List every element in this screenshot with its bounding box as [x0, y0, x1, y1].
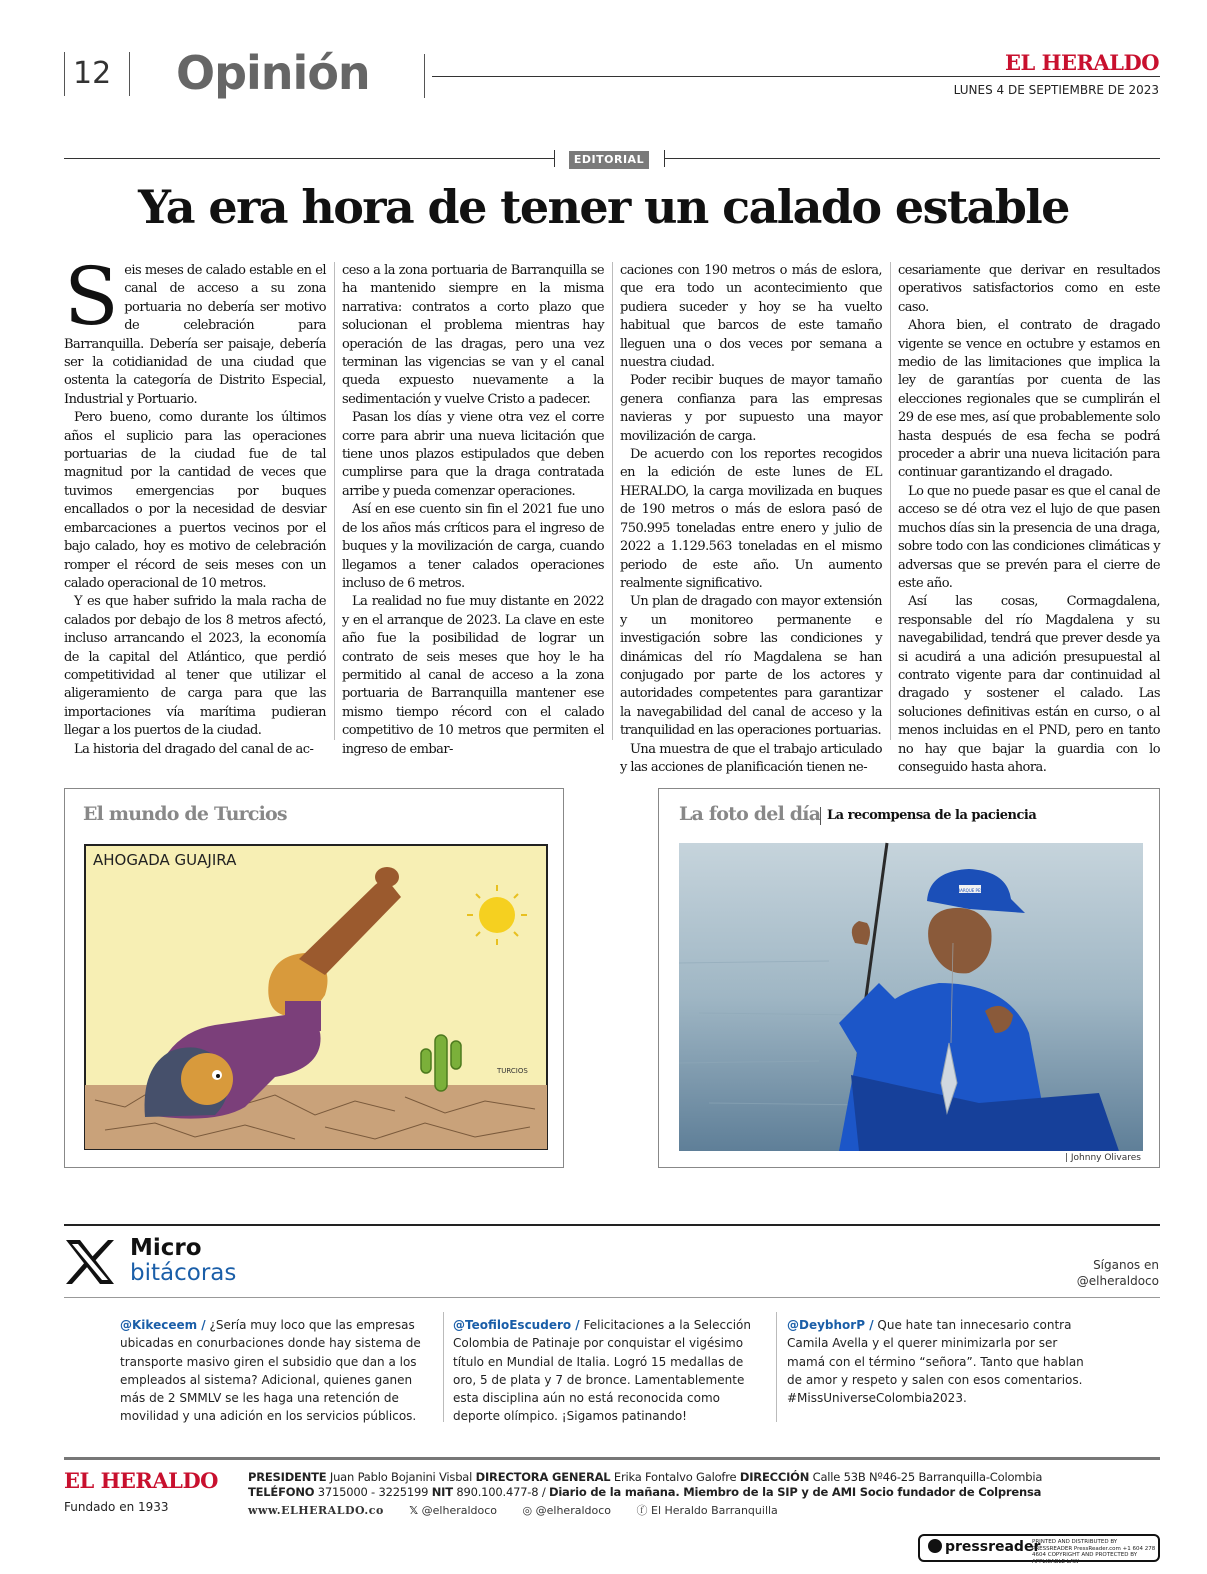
credit-value: Juan Pablo Bojanini Visbal — [326, 1470, 476, 1484]
drop-cap: S — [64, 250, 119, 343]
facebook-handle: El Heraldo Barranquilla — [651, 1504, 778, 1517]
facebook-icon: ⓕ — [636, 1504, 648, 1517]
column-divider — [612, 262, 613, 740]
editorial-column-4 — [898, 262, 1160, 775]
credit-label: Diario de la mañana. Miembro de la SIP y de AMI Socio fundador de Colprensa — [548, 1485, 1042, 1499]
photo-credit: | Johnny Olivares — [1064, 1153, 1141, 1163]
editorial-rule-right — [664, 158, 1160, 159]
editorial-column-1 — [64, 250, 326, 757]
micro-divider — [64, 1297, 1160, 1298]
section-title: Opinión — [176, 46, 370, 100]
instagram-icon: ◎ — [522, 1504, 533, 1517]
tweet-text: Que hate tan innecesario contra Camila Avella y el querer minimizarla por ser mamá con el término “señora”. Tanto que hablan de amor y respeto y salen con esos comentarios. #MissUniverseColombia2023. — [787, 1318, 1084, 1406]
editorial-tick-left — [554, 150, 555, 167]
paragraph: ceso a la zona portuaria de Barranquilla se ha mantenido siempre en la misma narrativa: contratos a corto plazo que solucionan el problema mientras hay operación de las dragas, pero una vez terminan las vigencias se van y el canal queda expuesto nuevamente a la sedimentación y vuelve Cristo a padecer. — [342, 263, 604, 407]
header-rule — [432, 76, 1160, 77]
paragraph: La historia del dragado del canal de ac- — [74, 741, 314, 757]
cartoon-signature: TURCIOS — [497, 1067, 528, 1075]
cap-text: EMBARQUE PESCA — [951, 888, 989, 893]
paragraph: La realidad no fue muy distante en 2022 y en el arranque de 2023. La clave en este año fue la posibilidad de lograr un contrato de seis meses que hoy le ha permitido al canal de acceso a la zona portuaria de Barranquilla mantener ese mismo tiempo récord con el calado competitivo de 10 metros que permiten el ingreso de embar- — [342, 594, 604, 757]
paragraph: Y es que haber sufrido la mala racha de calados por debajo de los 8 metros afectó, incluso arrancando el 2023, la economía de la capital del Atlántico, que perdió competitividad al tener que utilizar el aligeramiento de carga para que las importaciones vía marítima pudieran llegar a los puertos de la ciudad. — [64, 594, 326, 739]
x-icon: 𝕏 — [409, 1504, 419, 1517]
tweet-divider — [776, 1312, 777, 1422]
tweet-text: Felicitaciones a la Selección Colombia de Patinaje por conquistar el vigésimo título en Mundial de Italia. Logró 15 medallas de oro, 5 de plata y 7 de bronce. Lamentablemente esta disciplina aún no está reconocida como deporte olímpico. ¡Sigamos patinando! — [453, 1318, 751, 1424]
page-number — [64, 52, 130, 96]
footer-rule — [64, 1457, 1160, 1460]
credit-label: DIRECTORA GENERAL — [475, 1470, 611, 1484]
editorial-column-2 — [342, 262, 604, 757]
follow-handle[interactable]: @elheraldoco — [1076, 1274, 1159, 1288]
micro-title-line1: Micro — [130, 1235, 202, 1261]
header-divider — [424, 54, 425, 98]
masthead-logo[interactable]: EL HERALDO — [1005, 50, 1159, 75]
credit-label: TELÉFONO — [248, 1485, 315, 1499]
credit-value: Erika Fontalvo Galofre — [610, 1470, 740, 1484]
paragraph: Lo que no puede pasar es que el canal de acceso se dé otra vez el lujo de que pasen muchos días sin la presencia de una draga, sobre todo con las condiciones climáticas y adversas que se prevén para el cierre de este año. — [898, 483, 1160, 591]
follow-us — [1077, 1257, 1159, 1289]
credit-label: NIT — [431, 1485, 453, 1499]
x-logo-icon[interactable] — [64, 1238, 116, 1286]
twitter-link[interactable] — [409, 1504, 497, 1517]
founded-year: Fundado en 1933 — [64, 1500, 169, 1514]
facebook-link[interactable] — [637, 1504, 778, 1517]
footer-credits-line1 — [248, 1470, 1042, 1485]
tweet-text: ¿Sería muy loco que las empresas ubicadas en conurbaciones donde hay sistema de transporte masivo giren el subsidio que dan a los empleados al sistema? Adicional, quienes ganen más de 2 SMMLV se les haga una retención de movilidad y una adición en los servicios públicos. — [120, 1318, 421, 1424]
paragraph: De acuerdo con los reportes recogidos en la edición de este lunes de EL HERALDO, la carga movilizada en buques de 190 metros o más de eslora pasó de 750.995 toneladas entre enero y julio de 2022 a 1.129.563 toneladas en el mismo periodo de este año. Un aumento realmente significativo. — [620, 447, 882, 591]
cartoon-caption: AHOGADA GUAJIRA — [93, 851, 237, 869]
photo-subtitle: La recompensa de la paciencia — [827, 808, 1037, 823]
social-links — [248, 1502, 800, 1518]
micro-title-line2: bitácoras — [130, 1260, 237, 1286]
tweet-divider — [443, 1312, 444, 1422]
twitter-handle: @elheraldoco — [421, 1504, 498, 1517]
footer-masthead[interactable]: EL HERALDO — [64, 1468, 218, 1493]
column-divider — [334, 262, 335, 740]
page-number-text: 12 — [73, 56, 112, 91]
paragraph: Pero bueno, como durante los últimos años el suplicio para las operaciones portuarias de la ciudad fue de tal magnitud por la cantidad de veces que tuvimos emergencias por buques encallados o por la necesidad de desviar embarcaciones a puertos vecinos por el bajo calado, hoy es motivo de celebración romper el récord de seis meses con un calado operacional de 10 metros. — [64, 410, 326, 591]
pressreader-icon — [928, 1539, 942, 1553]
paragraph: caciones con 190 metros o más de eslora, que era todo un acontecimiento que pudiera suceder y hoy se ha vuelto habitual que barcos de este tamaño lleguen una o dos veces por semana a nuestra ciudad. — [620, 263, 882, 371]
tweet-handle[interactable]: @TeofiloEscudero / — [453, 1318, 580, 1332]
column-divider — [890, 262, 891, 740]
photo-title-divider — [820, 807, 821, 825]
editorial-label: EDITORIAL — [569, 151, 649, 169]
pressreader-logo-text: pressreader — [945, 1539, 1041, 1555]
paragraph: Ahora bien, el contrato de dragado vigente se vence en octubre y estamos en medio de las limitaciones que implica la ley de garantías por cuenta de las elecciones regionales que se cumplirán el 29 de ese mes, así que probablemente solo hasta después de esa fecha se podrá proceder a abrir una nueva licitación para continuar garantizando el dragado. — [898, 318, 1160, 481]
fisherman-photo[interactable] — [679, 843, 1143, 1151]
editorial-headline: Ya era hora de tener un calado estable — [138, 180, 1069, 234]
paragraph: Un plan de dragado con mayor extensión y un monitoreo permanente e investigación sobre las condiciones y dinámicas del río Magdalena se han conjugado por parte de los actores y autoridades competentes para garantizar la navegabilidad del canal de acceso y la tranquilidad en las operaciones portuarias. — [620, 594, 882, 739]
paragraph: Pasan los días y viene otra vez el corre corre para abrir una nueva licitación que tiene unos plazos estipulados que deben cumplirse para que la draga contratada arribe y pueda comenzar operaciones. — [342, 410, 604, 499]
paragraph: Así las cosas, Cormagdalena, responsable del río Magdalena y su navegabilidad, tendrá que prever desde ya si acudirá a una adición presupuestal al contrato vigente para dar continuidad al dragado y sostener el calado. Las soluciones definitivas están en curso, o al menos incluidas en el PND, pero en tanto no hay que bajar la guardia con lo conseguido hasta ahora. — [898, 594, 1160, 775]
paragraph: Así en ese cuento sin fin el 2021 fue uno de los años más críticos para el ingreso de buques y la movilización de carga, cuando llegamos a tener calados operaciones incluso de 6 metros. — [342, 502, 604, 591]
issue-date: LUNES 4 DE SEPTIEMBRE DE 2023 — [953, 83, 1159, 97]
micro-section-rule — [64, 1224, 1160, 1226]
paragraph: cesariamente que derivar en resultados operativos satisfactorios como en este caso. — [898, 263, 1160, 315]
editorial-column-3 — [620, 262, 882, 775]
paragraph: Poder recibir buques de mayor tamaño genera confianza para las empresas navieras y por supuesto una mayor movilización de carga. — [620, 373, 882, 444]
tweet-handle[interactable]: @DeybhorP / — [787, 1318, 874, 1332]
cartoon-box — [64, 788, 564, 1168]
photo-box-title: La foto del día — [679, 803, 821, 825]
tweet — [120, 1316, 430, 1426]
paragraph: eis meses de calado estable en el canal de acceso a su zona portuaria no debería ser motivo de celebración para Barranquilla. Debería ser paisaje, debería ser la cotidianidad de una ciudad que ostenta la categoría de Distrito Especial, Industrial y Portuario. — [64, 263, 326, 407]
pressreader-notice: PRINTED AND DISTRIBUTED BY PRESSREADER PressReader.com +1 604 278 4604 COPYRIGHT AND PROTECTED BY APPLICABLE LAW — [1032, 1539, 1156, 1565]
credit-label: DIRECCIÓN — [739, 1470, 810, 1484]
footer-credits — [248, 1470, 1042, 1500]
credit-label: PRESIDENTE — [248, 1470, 327, 1484]
follow-label: Síganos en — [1093, 1258, 1159, 1272]
photo-of-the-day-box — [658, 788, 1160, 1168]
pressreader-logo — [928, 1539, 1040, 1555]
credit-value: 890.100.477-8 / — [452, 1485, 549, 1499]
website-link[interactable]: www.ELHERALDO.co — [248, 1504, 384, 1517]
footer-credits-line2 — [248, 1485, 1042, 1500]
pressreader-badge[interactable] — [918, 1534, 1160, 1565]
tweet — [787, 1316, 1097, 1407]
cartoon-box-title: El mundo de Turcios — [83, 803, 287, 825]
credit-value: Calle 53B Nº46-25 Barranquilla-Colombia — [809, 1470, 1043, 1484]
cartoon-illustration[interactable] — [85, 845, 547, 1149]
instagram-handle: @elheraldoco — [535, 1504, 612, 1517]
tweet-handle[interactable]: @Kikeceem / — [120, 1318, 206, 1332]
tweet — [453, 1316, 763, 1426]
paragraph: Una muestra de que el trabajo articulado y las acciones de planificación tienen ne- — [620, 741, 882, 775]
instagram-link[interactable] — [523, 1504, 611, 1517]
credit-value: 3715000 - 3225199 — [314, 1485, 432, 1499]
editorial-rule-left — [64, 158, 554, 159]
editorial-body — [64, 250, 1160, 775]
